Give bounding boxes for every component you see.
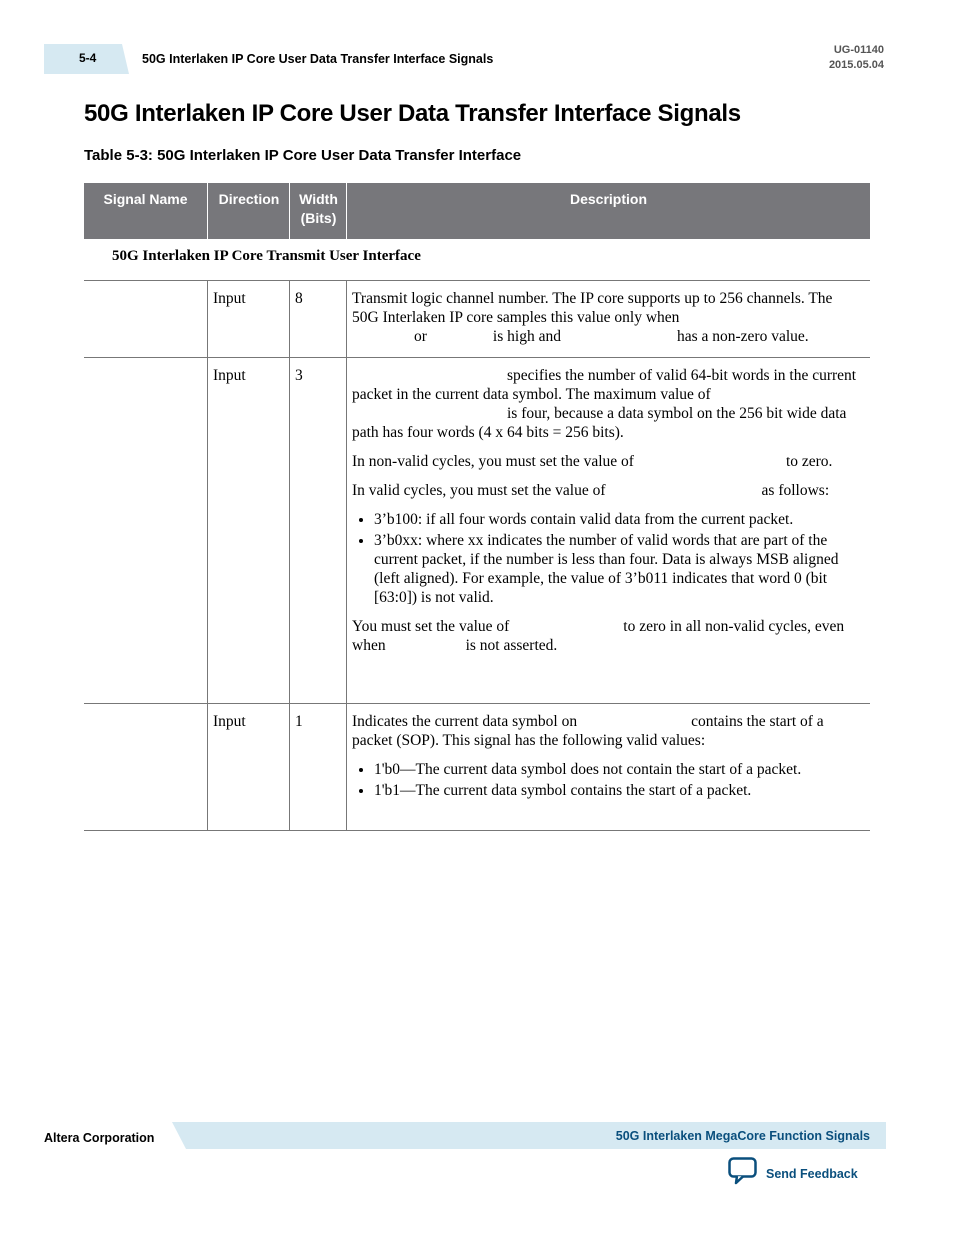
doc-date: 2015.05.04 bbox=[828, 59, 884, 71]
table-row bbox=[84, 704, 870, 831]
col-description: Description bbox=[346, 183, 870, 239]
doc-info bbox=[829, 43, 884, 73]
doc-id: UG-01140 bbox=[833, 44, 884, 56]
page-title: 50G Interlaken IP Core User Data Transfer Interface Signals bbox=[84, 100, 741, 127]
table-row bbox=[84, 281, 870, 358]
direction-cell: Input bbox=[207, 704, 289, 830]
list-item: • 3’b100: if all four words contain valid data from the current packet. bbox=[374, 510, 860, 529]
send-feedback-link[interactable] bbox=[728, 1157, 858, 1190]
direction-cell: Input bbox=[207, 358, 289, 703]
table-caption: Table 5-3: 50G Interlaken IP Core User Data Transfer Interface bbox=[84, 147, 522, 164]
table-header bbox=[84, 183, 870, 239]
page-number: 5-4 bbox=[79, 51, 97, 65]
direction-cell: Input bbox=[207, 281, 289, 357]
width-cell: 3 bbox=[289, 358, 346, 703]
description-cell: Transmit logic channel number. The IP core supports up to 256 channels. The 50G Interlaken IP core samples this value only when or is high and has a non-zero value. bbox=[346, 281, 870, 357]
section-label: 50G Interlaken IP Core Transmit User Interface bbox=[112, 248, 421, 264]
running-title: 50G Interlaken IP Core User Data Transfer Interface Signals bbox=[142, 52, 494, 66]
bullet-list bbox=[352, 510, 860, 607]
table-row bbox=[84, 358, 870, 704]
list-item: • 1'b0—The current data symbol does not contain the start of a packet. bbox=[374, 760, 860, 779]
col-signal-name: Signal Name bbox=[103, 191, 188, 207]
description-cell: specifies the number of valid 64-bit words in the current packet in the current data symbol. The maximum value of is four, because a data symbol on the 256 bit wide data path has four words (4 x 64 bits = 256 bits). In non-valid cycles, you must set the value of to zero. In valid cycles, you must set the value of as follows: • 3’b100: if all four words contain valid data from the current packet. • 3’b0xx: where xx indicates the number of valid words that are part of the current packet, if the number is less than four. Data is always MSB aligned (left aligned). For example, the value of 3’b011 indicates that word 0 (bit [63:0]) is not valid. You must set the value of to zero in all non-valid cycles, even when is not asserted. bbox=[346, 358, 870, 703]
width-cell: 1 bbox=[289, 704, 346, 830]
col-direction: Direction bbox=[207, 183, 290, 239]
bullet-list bbox=[352, 760, 860, 800]
footer-section-title: 50G Interlaken MegaCore Function Signals bbox=[615, 1129, 870, 1143]
list-item: • 3’b0xx: where xx indicates the number of valid words that are part of the current packet, if the number is less than four. Data is always MSB aligned (left aligned). For example, the value of 3’b011 indicates that word 0 (bit [63:0]) is not valid. bbox=[374, 531, 860, 607]
speech-bubble-icon bbox=[728, 1157, 758, 1190]
list-item: • 1'b1—The current data symbol contains the start of a packet. bbox=[374, 781, 860, 800]
col-width: Width (Bits) bbox=[289, 183, 347, 239]
description-cell: Indicates the current data symbol on contains the start of a packet (SOP). This signal has the following valid values: • 1'b0—The current data symbol does not contain the start of a packet. • 1'b1—The current data symbol contains the start of a packet. bbox=[346, 704, 870, 830]
signals-table bbox=[84, 183, 870, 831]
send-feedback-label[interactable]: Send Feedback bbox=[766, 1166, 858, 1181]
footer-company: Altera Corporation bbox=[44, 1131, 155, 1145]
width-cell: 8 bbox=[289, 281, 346, 357]
